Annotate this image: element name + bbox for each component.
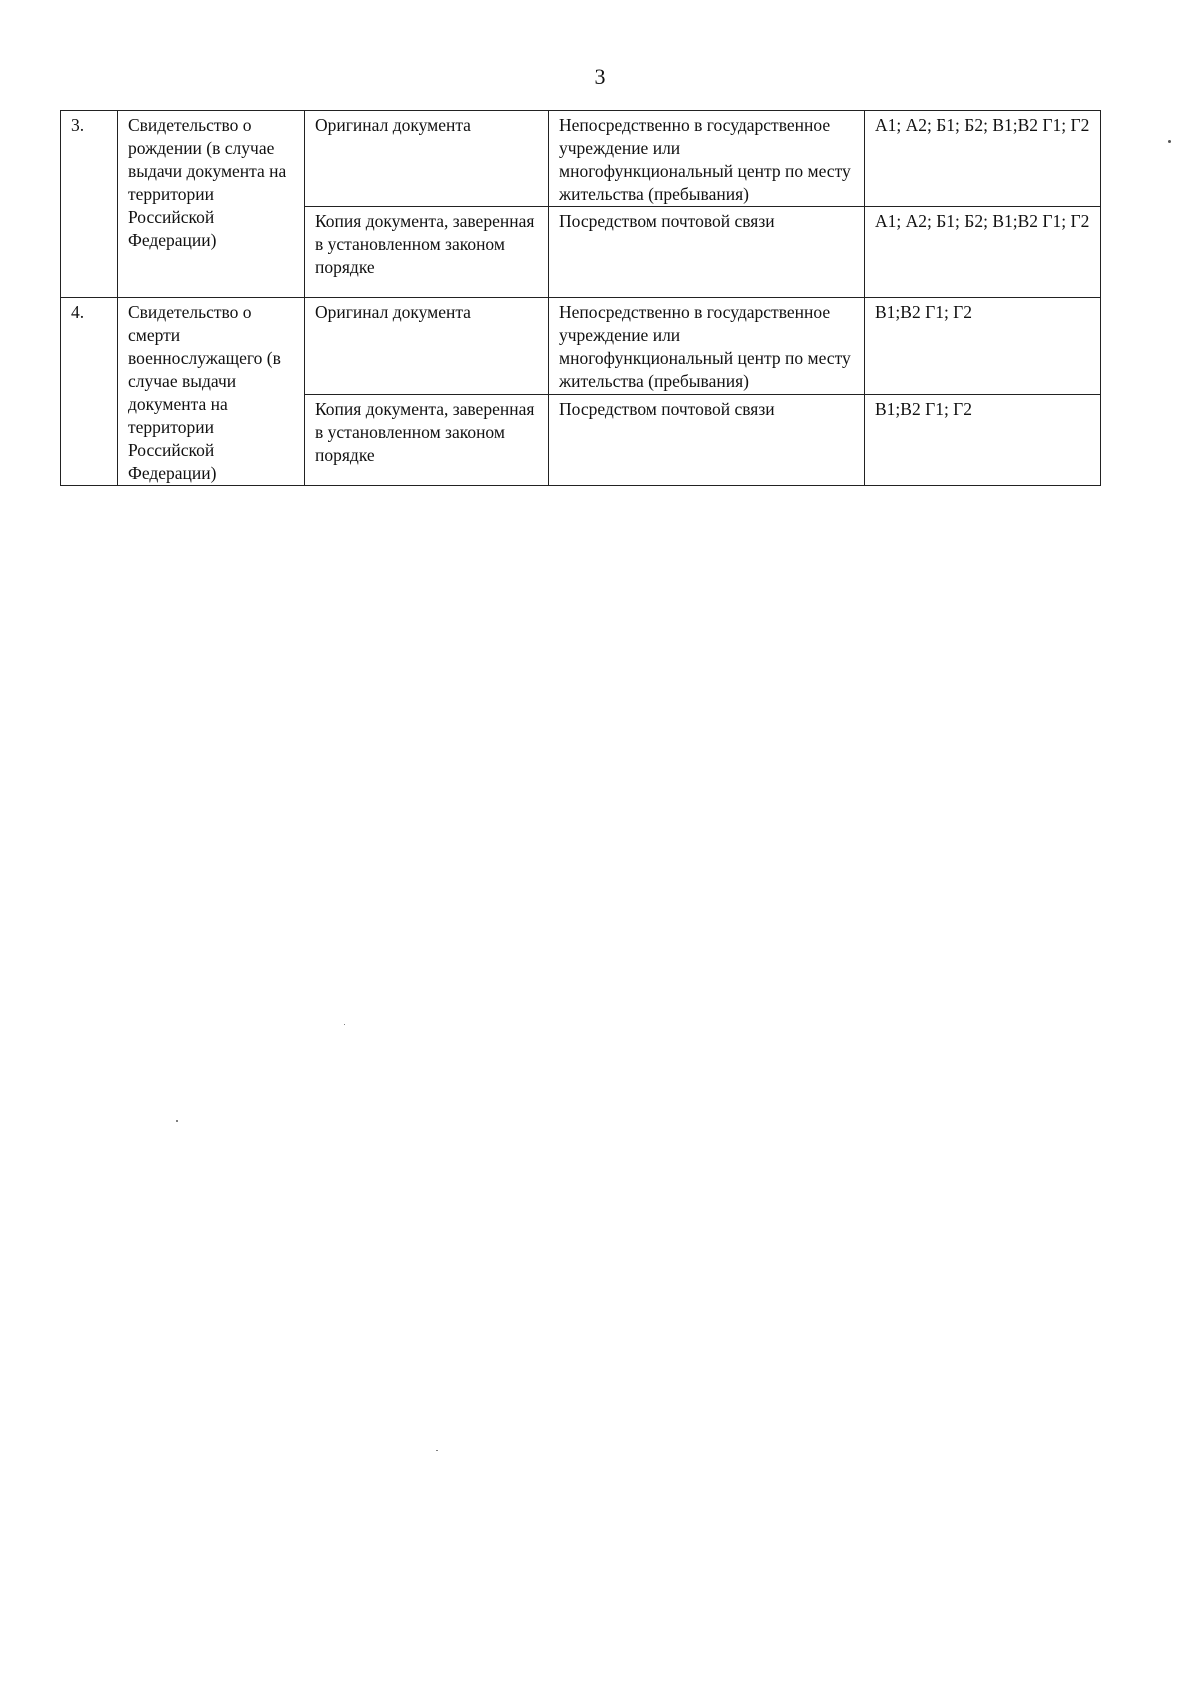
document-form: Оригинал документа <box>305 111 549 207</box>
category-codes: А1; А2; Б1; Б2; В1;В2 Г1; Г2 <box>865 207 1101 298</box>
document-form: Копия документа, заверенная в установленном законом порядке <box>305 394 549 486</box>
document-form: Оригинал документа <box>305 298 549 395</box>
scan-speck <box>344 1024 345 1025</box>
row-number: 4. <box>61 298 118 486</box>
document-name: Свидетельство о рождении (в случае выдачи документа на территории Российской Федерации) <box>118 111 305 298</box>
scan-speck <box>436 1450 438 1451</box>
category-codes: А1; А2; Б1; Б2; В1;В2 Г1; Г2 <box>865 111 1101 207</box>
document-form: Копия документа, заверенная в установленном законом порядке <box>305 207 549 298</box>
category-codes: В1;В2 Г1; Г2 <box>865 298 1101 395</box>
table-row <box>61 111 1101 207</box>
row-number: 3. <box>61 111 118 298</box>
document-name: Свидетельство о смерти военнослужащего (в случае выдачи документа на территории Российской Федерации) <box>118 298 305 486</box>
submission-method: Посредством почтовой связи <box>549 207 865 298</box>
table-row <box>61 298 1101 395</box>
submission-method: Непосредственно в государственное учреждение или многофункциональный центр по месту жительства (пребывания) <box>549 298 865 395</box>
scan-speck <box>176 1120 178 1122</box>
category-codes: В1;В2 Г1; Г2 <box>865 394 1101 486</box>
scan-speck <box>1168 140 1171 143</box>
submission-method: Посредством почтовой связи <box>549 394 865 486</box>
submission-method: Непосредственно в государственное учреждение или многофункциональный центр по месту жительства (пребывания) <box>549 111 865 207</box>
documents-table <box>60 110 1101 486</box>
page-number: 3 <box>594 64 606 89</box>
